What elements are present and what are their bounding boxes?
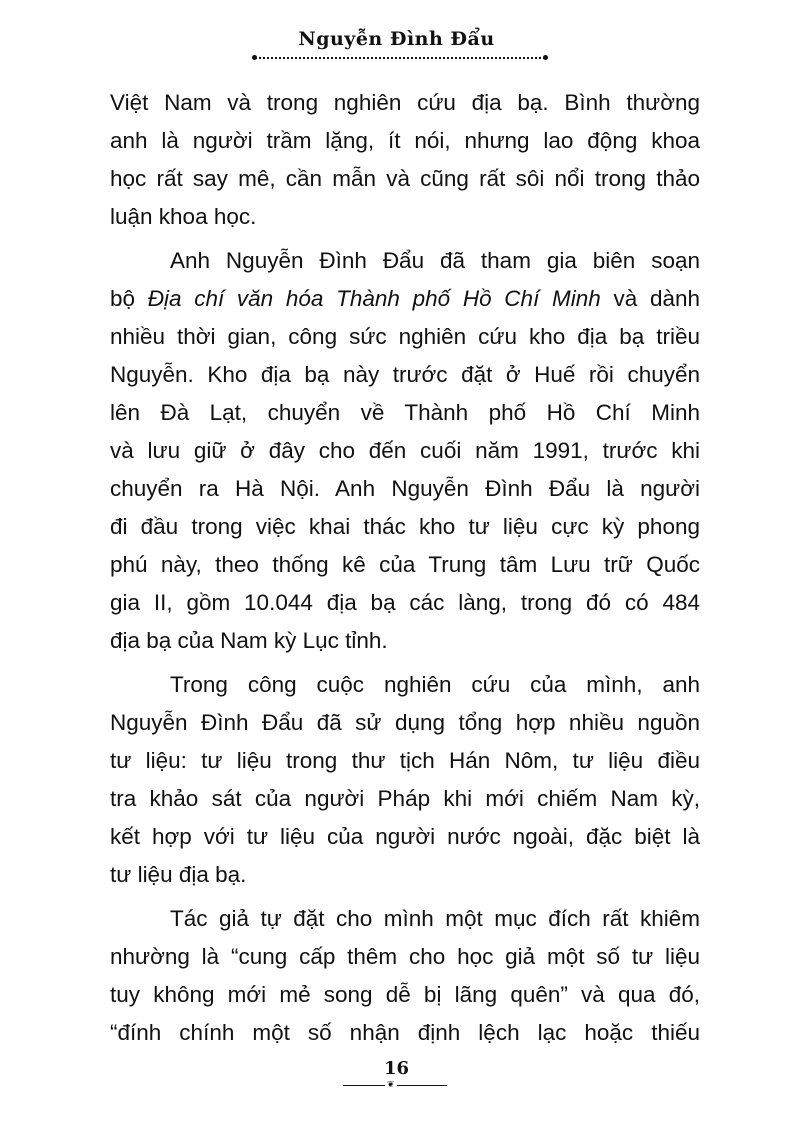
text-segment: bộ — [110, 286, 148, 311]
page-ornament-divider — [343, 1080, 447, 1090]
text-segment: lên Đà Lạt, chuyển về Thành phố Hồ Chí Minh — [110, 400, 700, 425]
text-line — [110, 780, 700, 818]
text-line — [110, 122, 700, 160]
text-segment: và lưu giữ ở đây cho đến cuối năm 1991, trước khi — [110, 438, 700, 463]
text-line — [110, 1014, 700, 1052]
page-number: 16 — [383, 1058, 410, 1079]
text-segment: học rất say mê, cần mẫn và cũng rất sôi nổi trong thảo — [110, 166, 700, 191]
paragraph — [110, 900, 700, 1052]
text-segment: chuyển ra Hà Nội. Anh Nguyễn Đình Đẩu là người — [110, 476, 700, 501]
text-line — [110, 280, 700, 318]
text-segment: Trong công cuộc nghiên cứu của mình, anh — [170, 672, 700, 697]
text-segment: và dành — [600, 286, 701, 311]
text-segment: Việt Nam và trong nghiên cứu địa bạ. Bình thường — [110, 90, 700, 115]
text-segment: phú này, theo thống kê của Trung tâm Lưu trữ Quốc — [110, 552, 700, 577]
body-text — [110, 84, 700, 1058]
text-segment: tư liệu: tư liệu trong thư tịch Hán Nôm, tư liệu điều — [110, 748, 700, 773]
text-segment: “đính chính một số nhận định lệch lạc hoặc thiếu — [110, 1020, 700, 1045]
text-line — [110, 546, 700, 584]
text-line — [110, 198, 700, 236]
running-header-title: Nguyễn Đình Đẩu — [298, 28, 495, 50]
text-line — [110, 818, 700, 856]
text-segment: đi đầu trong việc khai thác kho tư liệu cực kỳ phong — [110, 514, 700, 539]
paragraph — [110, 666, 700, 894]
text-line — [110, 160, 700, 198]
text-line — [110, 432, 700, 470]
text-line — [110, 938, 700, 976]
text-line — [110, 666, 700, 704]
paragraph — [110, 242, 700, 660]
text-line — [110, 704, 700, 742]
text-line — [110, 508, 700, 546]
text-segment: Anh Nguyễn Đình Đẩu đã tham gia biên soạn — [170, 248, 700, 273]
text-line — [110, 84, 700, 122]
paragraph — [110, 84, 700, 236]
text-line — [110, 622, 700, 660]
text-line — [110, 394, 700, 432]
italic-book-title: Địa chí văn hóa Thành phố Hồ Chí Minh — [147, 286, 601, 311]
text-segment: tư liệu địa bạ. — [110, 862, 247, 887]
text-line — [110, 976, 700, 1014]
text-line — [110, 742, 700, 780]
header-dotted-rule — [255, 57, 545, 59]
text-segment: gia II, gồm 10.044 địa bạ các làng, trong đó có 484 — [110, 590, 700, 615]
text-segment: tuy không mới mẻ song dễ bị lãng quên” và qua đó, — [110, 982, 700, 1007]
text-line — [110, 356, 700, 394]
text-segment: kết hợp với tư liệu của người nước ngoài, đặc biệt là — [110, 824, 700, 849]
text-line — [110, 584, 700, 622]
text-line — [110, 242, 700, 280]
text-segment: luận khoa học. — [110, 204, 257, 229]
text-segment: địa bạ của Nam kỳ Lục tỉnh. — [110, 628, 388, 653]
text-segment: Nguyễn Đình Đẩu đã sử dụng tổng hợp nhiều nguồn — [110, 710, 700, 735]
text-segment: tra khảo sát của người Pháp khi mới chiếm Nam kỳ, — [110, 786, 700, 811]
text-segment: Tác giả tự đặt cho mình một mục đích rất khiêm — [170, 906, 700, 931]
text-segment: nhiều thời gian, công sức nghiên cứu kho địa bạ triều — [110, 324, 700, 349]
text-line — [110, 856, 700, 894]
text-line — [110, 470, 700, 508]
ornament-icon: ❦ — [387, 1080, 395, 1090]
text-line — [110, 318, 700, 356]
text-segment: Nguyễn. Kho địa bạ này trước đặt ở Huế rồi chuyển — [110, 362, 700, 387]
text-segment: anh là người trầm lặng, ít nói, nhưng lao động khoa — [110, 128, 700, 153]
text-segment: nhường là “cung cấp thêm cho học giả một số tư liệu — [110, 944, 700, 969]
text-line — [110, 900, 700, 938]
